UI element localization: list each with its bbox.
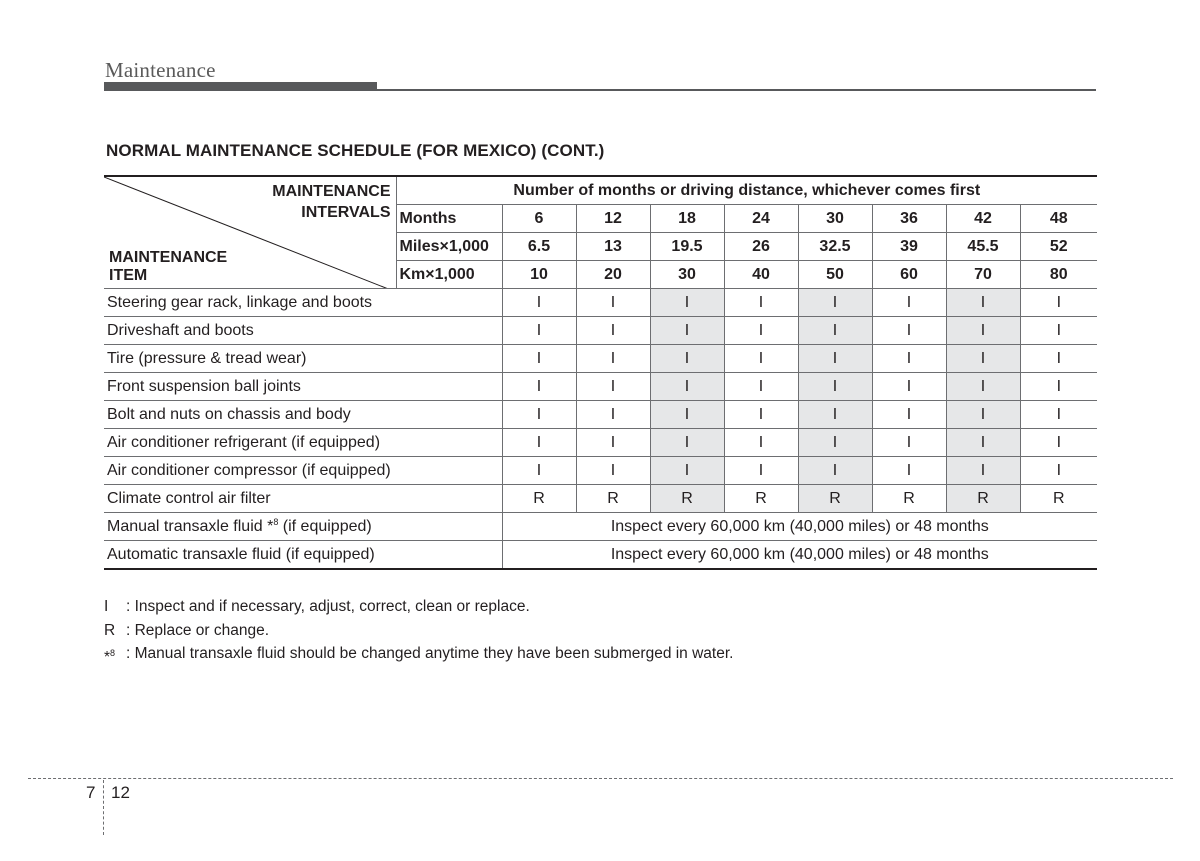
maintenance-action-cell: I (502, 373, 576, 401)
interval-value: 36 (872, 205, 946, 233)
maintenance-action-cell: I (946, 345, 1020, 373)
interval-value: 48 (1020, 205, 1097, 233)
maintenance-action-cell: I (724, 429, 798, 457)
maintenance-action-cell: I (650, 345, 724, 373)
corner-header-cell (104, 176, 396, 289)
maintenance-action-cell: I (946, 289, 1020, 317)
interval-value: 30 (798, 205, 872, 233)
maintenance-action-cell: I (650, 289, 724, 317)
section-title: Maintenance (105, 58, 216, 82)
maintenance-action-cell: I (798, 345, 872, 373)
maintenance-action-cell: I (1020, 289, 1097, 317)
maintenance-action-cell: I (1020, 345, 1097, 373)
maintenance-action-cell: I (650, 429, 724, 457)
interval-value: 50 (798, 261, 872, 289)
note-footnote-8: *$^8$ : Manual transaxle fluid should be changed anytime they have been submerged in water. (104, 645, 734, 667)
interval-value: 52 (1020, 233, 1097, 261)
maintenance-action-cell: I (502, 289, 576, 317)
header-rule (104, 89, 1096, 91)
maintenance-action-cell: I (798, 401, 872, 429)
interval-value: 70 (946, 261, 1020, 289)
interval-unit-label: Miles×1,000 (396, 233, 502, 261)
page-number: 12 (111, 783, 130, 802)
legend-notes (104, 595, 733, 670)
maintenance-item-name: Bolt and nuts on chassis and body (104, 401, 502, 429)
chapter-number: 7 (86, 783, 96, 802)
maintenance-item-name: Tire (pressure & tread wear) (104, 345, 502, 373)
table-row (104, 401, 1097, 429)
maintenance-action-cell: I (946, 317, 1020, 345)
maintenance-item-name: Air conditioner compressor (if equipped) (104, 457, 502, 485)
interval-value: 12 (576, 205, 650, 233)
footer-divider (28, 778, 1173, 779)
maintenance-action-cell: I (650, 317, 724, 345)
maintenance-action-cell: R (576, 485, 650, 513)
maintenance-item-name: Air conditioner refrigerant (if equipped) (104, 429, 502, 457)
maintenance-action-cell: I (724, 457, 798, 485)
interval-value: 26 (724, 233, 798, 261)
maintenance-action-cell: I (502, 457, 576, 485)
maintenance-action-cell: I (872, 457, 946, 485)
inspection-interval-text: Inspect every 60,000 km (40,000 miles) or 48 months (502, 541, 1097, 570)
interval-unit-label: Km×1,000 (396, 261, 502, 289)
interval-value: 45.5 (946, 233, 1020, 261)
maintenance-item-name: Manual transaxle fluid *$^8$ (if equipped) (104, 513, 502, 541)
table-row (104, 457, 1097, 485)
interval-value: 10 (502, 261, 576, 289)
maintenance-action-cell: I (724, 289, 798, 317)
maintenance-item-name: Steering gear rack, linkage and boots (104, 289, 502, 317)
maintenance-item-name: Driveshaft and boots (104, 317, 502, 345)
maintenance-action-cell: R (502, 485, 576, 513)
inspection-interval-text: Inspect every 60,000 km (40,000 miles) or 48 months (502, 513, 1097, 541)
table-row (104, 541, 1097, 570)
maintenance-action-cell: I (1020, 457, 1097, 485)
maintenance-action-cell: R (946, 485, 1020, 513)
maintenance-action-cell: I (1020, 429, 1097, 457)
maintenance-action-cell: I (798, 289, 872, 317)
maintenance-action-cell: I (1020, 401, 1097, 429)
maintenance-action-cell: I (872, 317, 946, 345)
interval-value: 13 (576, 233, 650, 261)
interval-value: 30 (650, 261, 724, 289)
interval-value: 6.5 (502, 233, 576, 261)
maintenance-action-cell: I (576, 429, 650, 457)
footer-vertical-divider (103, 780, 104, 835)
maintenance-action-cell: I (1020, 317, 1097, 345)
maintenance-action-cell: I (872, 345, 946, 373)
table-row (104, 485, 1097, 513)
maintenance-action-cell: I (798, 317, 872, 345)
maintenance-action-cell: I (798, 429, 872, 457)
maintenance-action-cell: I (724, 317, 798, 345)
interval-header-row (104, 176, 1097, 205)
maintenance-action-cell: I (946, 401, 1020, 429)
maintenance-action-cell: I (798, 373, 872, 401)
maintenance-action-cell: I (724, 345, 798, 373)
maintenance-action-cell: I (872, 373, 946, 401)
maintenance-action-cell: I (502, 317, 576, 345)
maintenance-item-name: Automatic transaxle fluid (if equipped) (104, 541, 502, 570)
table-row (104, 513, 1097, 541)
maintenance-item-name: Climate control air filter (104, 485, 502, 513)
note-replace: R : Replace or change. (104, 621, 270, 639)
maintenance-action-cell: I (650, 401, 724, 429)
maintenance-action-cell: I (576, 373, 650, 401)
maintenance-action-cell: I (872, 429, 946, 457)
table-row (104, 317, 1097, 345)
interval-unit-label: Months (396, 205, 502, 233)
table-row (104, 345, 1097, 373)
maintenance-action-cell: I (650, 373, 724, 401)
interval-header: Number of months or driving distance, whichever comes first (396, 176, 1097, 205)
interval-value: 60 (872, 261, 946, 289)
interval-value: 39 (872, 233, 946, 261)
maintenance-action-cell: I (872, 289, 946, 317)
maintenance-action-cell: I (502, 345, 576, 373)
maintenance-action-cell: I (872, 401, 946, 429)
maintenance-action-cell: I (946, 457, 1020, 485)
interval-value: 40 (724, 261, 798, 289)
maintenance-action-cell: R (650, 485, 724, 513)
maintenance-action-cell: R (798, 485, 872, 513)
maintenance-action-cell: I (1020, 373, 1097, 401)
interval-value: 19.5 (650, 233, 724, 261)
maintenance-schedule-table (104, 175, 1097, 570)
maintenance-action-cell: I (724, 401, 798, 429)
maintenance-action-cell: I (946, 373, 1020, 401)
interval-value: 42 (946, 205, 1020, 233)
corner-item-label: MAINTENANCE ITEM (109, 249, 228, 284)
maintenance-action-cell: I (502, 401, 576, 429)
table-row (104, 289, 1097, 317)
maintenance-action-cell: I (576, 401, 650, 429)
maintenance-action-cell: I (576, 317, 650, 345)
maintenance-action-cell: I (724, 373, 798, 401)
interval-value: 32.5 (798, 233, 872, 261)
maintenance-action-cell: I (502, 429, 576, 457)
interval-value: 6 (502, 205, 576, 233)
interval-value: 80 (1020, 261, 1097, 289)
schedule-heading: NORMAL MAINTENANCE SCHEDULE (FOR MEXICO) (CONT.) (106, 141, 605, 160)
maintenance-action-cell: I (946, 429, 1020, 457)
table-row (104, 373, 1097, 401)
interval-value: 20 (576, 261, 650, 289)
interval-value: 24 (724, 205, 798, 233)
maintenance-action-cell: I (576, 289, 650, 317)
maintenance-action-cell: I (650, 457, 724, 485)
maintenance-action-cell: I (798, 457, 872, 485)
table-row (104, 429, 1097, 457)
maintenance-item-name: Front suspension ball joints (104, 373, 502, 401)
note-inspect: I : Inspect and if necessary, adjust, correct, clean or replace. (104, 598, 530, 615)
maintenance-action-cell: I (576, 457, 650, 485)
corner-intervals-label: MAINTENANCE INTERVALS (272, 183, 391, 221)
interval-value: 18 (650, 205, 724, 233)
maintenance-action-cell: I (576, 345, 650, 373)
maintenance-action-cell: R (724, 485, 798, 513)
maintenance-action-cell: R (1020, 485, 1097, 513)
maintenance-action-cell: R (872, 485, 946, 513)
